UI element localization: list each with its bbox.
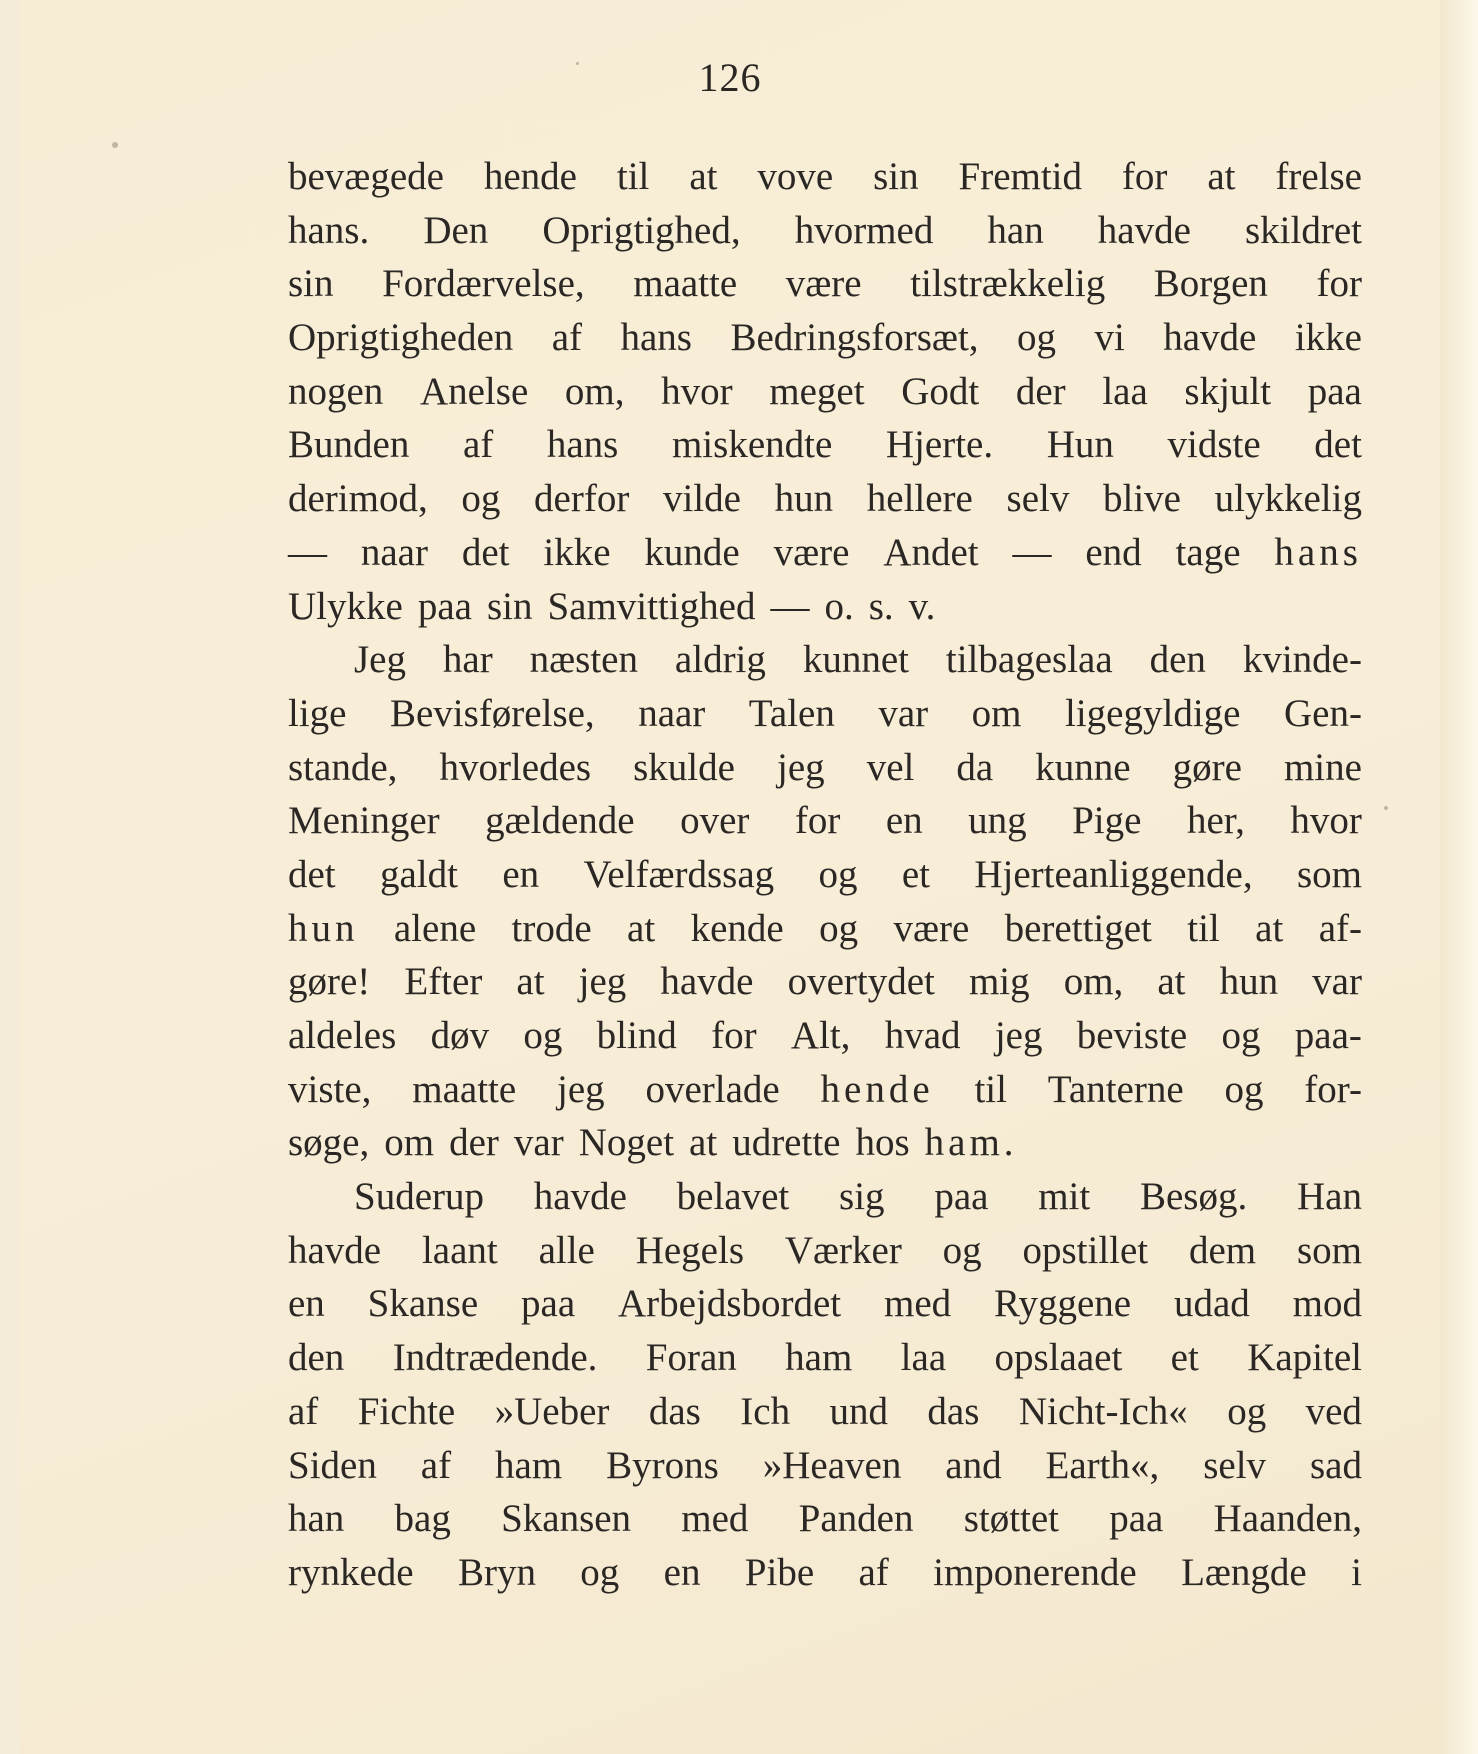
word: at [1207, 155, 1236, 198]
word: Anelse [419, 369, 529, 413]
word: ung [968, 799, 1027, 843]
word: og [1016, 316, 1056, 360]
word: Ulykke [288, 584, 403, 628]
word: hans. [288, 208, 370, 252]
word: en [663, 1550, 701, 1594]
word: hun [774, 477, 834, 521]
word: havde [288, 1228, 382, 1272]
word: frelse [1275, 155, 1362, 198]
word: havde [660, 960, 754, 1004]
word: skildret [1245, 208, 1362, 252]
text-line [288, 526, 1362, 580]
word: for [794, 799, 841, 843]
word: selv [1006, 477, 1070, 521]
word: Fichte [357, 1389, 456, 1433]
word: opslaaet [994, 1336, 1123, 1380]
word: var [878, 691, 929, 735]
word: and [945, 1443, 1002, 1487]
word: paa- [1294, 1014, 1362, 1057]
word: og [819, 906, 859, 950]
word: med [883, 1282, 952, 1326]
word: Borgen [1153, 262, 1268, 306]
word: ved [1305, 1389, 1362, 1433]
word: havde [1097, 208, 1191, 252]
word: hende [483, 155, 577, 198]
word: det [288, 852, 336, 896]
word: lige [288, 691, 347, 735]
word: Indtrædende. [392, 1336, 598, 1380]
word: om, [564, 369, 625, 413]
word: berettiget [1004, 906, 1152, 950]
text-line [288, 257, 1362, 311]
word: Panden [798, 1497, 914, 1541]
word: Samvittighed [547, 584, 756, 628]
word: udad [1173, 1282, 1250, 1326]
word: Arbejdsbordet [618, 1282, 842, 1326]
word: bevægede [288, 155, 444, 198]
word: ham [495, 1443, 563, 1487]
word: sin [873, 155, 919, 198]
word: vidste [1167, 423, 1261, 467]
word: i [1351, 1550, 1362, 1594]
word: det [461, 530, 510, 574]
word: støttet [963, 1497, 1060, 1541]
word: maatte [412, 1067, 517, 1111]
word: hellere [866, 477, 973, 521]
ink-speck [112, 142, 118, 148]
word: vel [866, 745, 915, 789]
word: aldrig [674, 638, 766, 682]
word: og [461, 477, 501, 521]
text-line [288, 1063, 1362, 1117]
word: jeg [578, 960, 627, 1004]
word: kunnet [802, 638, 909, 682]
word: — [288, 530, 327, 574]
word: hans [1274, 530, 1362, 574]
word: et [901, 852, 930, 896]
word: gøre! [288, 960, 371, 1004]
word: det [1314, 423, 1362, 467]
text-line [288, 1492, 1362, 1546]
text-line [288, 1277, 1362, 1331]
word: af- [1318, 906, 1362, 950]
text-line [288, 741, 1362, 795]
word: et [1170, 1336, 1199, 1380]
word: Alt, [790, 1014, 851, 1057]
word: at [689, 1121, 718, 1165]
word: mit [1038, 1175, 1091, 1219]
word: Jeg [354, 638, 406, 682]
text-line [288, 365, 1362, 419]
word: og [1221, 1014, 1261, 1057]
word: Noget [578, 1121, 675, 1165]
word: være [893, 906, 970, 950]
word: vove [757, 155, 834, 198]
word: und [829, 1389, 888, 1433]
word: alle [538, 1228, 595, 1272]
word: en [885, 799, 923, 843]
word: paa [417, 584, 472, 628]
text-line [288, 633, 1362, 687]
word: Hun [1046, 423, 1114, 467]
body-text [288, 150, 1362, 1600]
word: søge, [288, 1121, 370, 1165]
word: end [1085, 530, 1142, 574]
word: af [462, 423, 494, 467]
word: kvinde- [1242, 638, 1362, 682]
book-page [20, 0, 1440, 1754]
word: das [927, 1389, 980, 1433]
word: meget [769, 369, 865, 413]
word: »Ueber [494, 1389, 610, 1433]
text-line [288, 472, 1362, 526]
word: havde [533, 1175, 627, 1219]
word: af [551, 316, 583, 360]
word: jeg [556, 1067, 605, 1111]
word: Byrons [606, 1443, 719, 1487]
word: hans [620, 316, 692, 360]
word: das [648, 1389, 701, 1433]
word: for [1121, 155, 1168, 198]
word: tilbageslaa [945, 638, 1113, 682]
word: tilstrækkelig [910, 262, 1106, 306]
word: derfor [534, 477, 630, 521]
word: kunde [644, 530, 740, 574]
word: her, [1186, 799, 1245, 843]
word: Velfærdssag [583, 852, 775, 896]
word: jeg [776, 745, 825, 789]
word: hans [546, 423, 619, 467]
word: Oprigtigheden [288, 316, 514, 360]
word: v. [908, 584, 936, 628]
word: overlade [645, 1067, 780, 1111]
text-line [288, 1385, 1362, 1439]
word: Fremtid [958, 155, 1083, 198]
text-line [288, 794, 1362, 848]
word: Pibe [744, 1550, 815, 1594]
text-line [288, 1009, 1362, 1063]
word: naar [360, 530, 428, 574]
word: som [1296, 852, 1362, 896]
word: den [288, 1336, 345, 1380]
word: ham. [924, 1121, 1018, 1165]
word: maatte [633, 262, 738, 306]
word: sig [839, 1175, 885, 1219]
text-line [288, 1116, 1362, 1170]
word: havde [1163, 316, 1257, 360]
word: beviste [1076, 1014, 1188, 1057]
word: aldeles [288, 1014, 397, 1057]
text-line [288, 848, 1362, 902]
word: ligegyldige [1065, 691, 1241, 735]
word: Earth«, [1045, 1443, 1160, 1487]
word: alene [393, 906, 477, 950]
word: da [956, 745, 994, 789]
word: Hjerte. [885, 423, 994, 467]
word: at [689, 155, 718, 198]
word: Suderup [354, 1175, 484, 1219]
word: være [785, 262, 862, 306]
word: kende [690, 906, 784, 950]
word: gøre [1172, 745, 1242, 789]
word: naar [638, 691, 706, 735]
word: opstillet [1022, 1228, 1149, 1272]
word: paa [1109, 1497, 1164, 1541]
word: s. [868, 584, 894, 628]
text-line [288, 1331, 1362, 1385]
text-line [288, 902, 1362, 956]
word: sad [1309, 1443, 1362, 1487]
word: af [858, 1550, 889, 1594]
word: hvorledes [439, 745, 592, 789]
word: at [1255, 906, 1284, 950]
word: jeg [994, 1014, 1043, 1057]
word: vi [1094, 316, 1125, 360]
word: Efter [404, 960, 483, 1004]
word: en [288, 1282, 325, 1326]
word: der [449, 1121, 499, 1165]
text-line [288, 150, 1362, 204]
word: hvor [661, 369, 733, 413]
text-line [288, 1170, 1362, 1224]
word: og [1224, 1067, 1264, 1111]
word: Fordærvelse, [382, 262, 585, 306]
word: Skanse [367, 1282, 479, 1326]
word: Foran [645, 1336, 737, 1380]
word: en [502, 852, 540, 896]
word: trode [511, 906, 592, 950]
text-line [288, 1439, 1362, 1493]
word: hvormed [794, 208, 934, 252]
word: af [288, 1389, 319, 1433]
word: Siden [288, 1443, 377, 1487]
word: var [513, 1121, 564, 1165]
word: at [1157, 960, 1186, 1004]
word: har [442, 638, 493, 682]
word: skulde [633, 745, 735, 789]
word: var [1312, 960, 1362, 1004]
word: Bunden [288, 423, 410, 467]
word: hos [855, 1121, 910, 1165]
page-edge [1439, 0, 1478, 1754]
word: Længde [1181, 1550, 1307, 1594]
word: hvad [884, 1014, 961, 1057]
word: — [770, 584, 810, 628]
word: belavet [676, 1175, 790, 1219]
word: til [1187, 906, 1220, 950]
word: med [681, 1497, 749, 1541]
word: overtydet [787, 960, 935, 1004]
word: mig [968, 960, 1030, 1004]
word: o. [824, 584, 854, 628]
text-line [288, 418, 1362, 472]
word: galdt [380, 852, 458, 896]
word: laant [421, 1228, 498, 1272]
word: skjult [1184, 369, 1272, 413]
text-line [288, 1546, 1362, 1600]
word: hvor [1290, 799, 1362, 843]
word: og [818, 852, 858, 896]
word: Bevisførelse, [389, 691, 595, 735]
word: at [516, 960, 545, 1004]
text-line [288, 204, 1362, 258]
word: Pige [1072, 799, 1142, 843]
text-line [288, 955, 1362, 1009]
word: blind [596, 1014, 677, 1057]
word: Godt [901, 369, 980, 413]
text-line [288, 311, 1362, 365]
word: næsten [529, 638, 638, 682]
word: Meninger [288, 799, 440, 843]
word: og [942, 1228, 982, 1272]
word: hun [1219, 960, 1279, 1004]
word: mine [1283, 745, 1362, 789]
word: dem [1188, 1228, 1257, 1272]
word: tage [1175, 530, 1241, 574]
ink-speck [576, 62, 579, 65]
word: Gen- [1283, 691, 1362, 735]
word: ulykkelig [1214, 477, 1362, 521]
word: Han [1297, 1175, 1362, 1219]
word: Kapitel [1247, 1336, 1362, 1380]
word: være [773, 530, 850, 574]
word: Besøg. [1139, 1175, 1248, 1219]
word: hun [288, 906, 359, 950]
word: sin [486, 584, 533, 628]
word: Haanden, [1213, 1497, 1362, 1541]
word: ikke [1294, 316, 1362, 360]
word: vilde [662, 477, 741, 521]
word: Tanterne [1047, 1067, 1184, 1111]
word: stande, [288, 745, 398, 789]
word: Nicht-Ich« [1018, 1389, 1188, 1433]
word: om, [1063, 960, 1124, 1004]
word: imponerende [933, 1550, 1137, 1594]
ink-speck [1384, 806, 1388, 810]
text-line [288, 580, 1362, 634]
word: paa [934, 1175, 989, 1219]
word: viste, [288, 1067, 372, 1111]
word: til [616, 155, 650, 198]
word: den [1149, 638, 1206, 682]
word: for [1316, 262, 1362, 306]
word: Andet [883, 530, 979, 574]
word: bag [394, 1497, 451, 1541]
word: laa [900, 1336, 947, 1380]
word: hende [820, 1067, 934, 1111]
word: Ryggene [994, 1282, 1132, 1326]
word: mod [1292, 1282, 1362, 1326]
word: Oprigtighed, [542, 208, 741, 252]
word: døv [430, 1014, 490, 1057]
word: »Heaven [762, 1443, 902, 1487]
word: Den [423, 208, 489, 252]
word: Værker [784, 1228, 902, 1272]
word: derimod, [288, 477, 428, 521]
word: over [680, 799, 750, 843]
word: selv [1203, 1443, 1267, 1487]
word: Bedringsforsæt, [730, 316, 979, 360]
word: og [523, 1014, 563, 1057]
word: at [627, 906, 656, 950]
word: for [711, 1014, 757, 1057]
word: laa [1102, 369, 1148, 413]
word: nogen [288, 369, 384, 413]
word: han [987, 208, 1044, 252]
word: rynkede [288, 1550, 414, 1594]
word: Talen [748, 691, 835, 735]
word: og [1227, 1389, 1267, 1433]
word: ikke [543, 530, 611, 574]
word: blive [1103, 477, 1181, 521]
word: om [971, 691, 1022, 735]
word: Skansen [501, 1497, 632, 1541]
word: Hegels [635, 1228, 745, 1272]
word: kunne [1035, 745, 1131, 789]
word: udrette [732, 1121, 841, 1165]
word: og [580, 1550, 620, 1594]
word: Bryn [457, 1550, 536, 1594]
word: Hjerteanliggende, [974, 852, 1253, 896]
word: miskendte [671, 423, 833, 467]
word: om [384, 1121, 435, 1165]
word: sin [288, 262, 334, 306]
word: der [1015, 369, 1066, 413]
word: som [1296, 1228, 1362, 1272]
word: gældende [485, 799, 635, 843]
word: af [420, 1443, 452, 1487]
word: paa [521, 1282, 576, 1326]
text-line [288, 687, 1362, 741]
word: til [974, 1067, 1007, 1111]
word: paa [1307, 369, 1362, 413]
word: Ich [740, 1389, 791, 1433]
word: han [288, 1497, 345, 1541]
text-line [288, 1224, 1362, 1278]
word: ham [785, 1336, 853, 1380]
word: — [1012, 530, 1052, 574]
page-number: 126 [698, 55, 762, 100]
word: for- [1304, 1067, 1362, 1111]
